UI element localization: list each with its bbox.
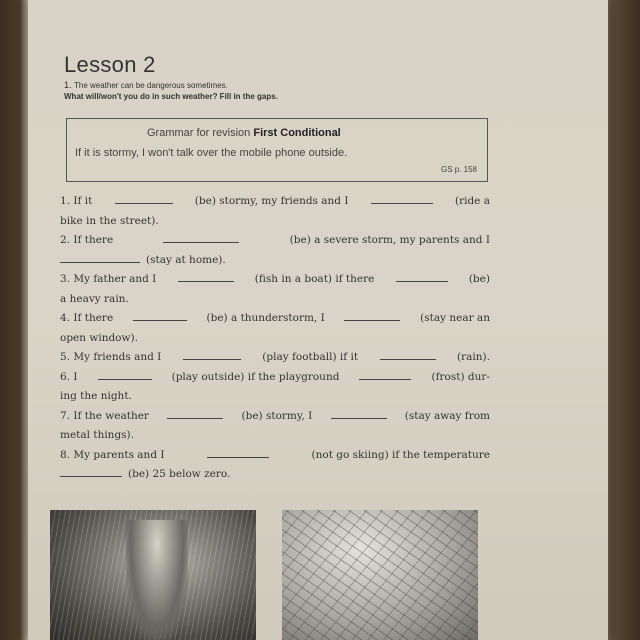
exercise-line: 6. I (play outside) if the playground (frost) dur- [60,368,490,388]
answer-blank[interactable] [207,446,269,458]
answer-blank[interactable] [115,192,173,204]
answer-blank[interactable] [331,407,387,419]
grammar-example: If it is stormy, I won't talk over the mobile phone outside. [75,147,348,159]
child-in-rain-figure [126,520,188,640]
frost-branches-photo [282,510,478,640]
exercise-line: (stay at home). [60,251,490,271]
answer-blank[interactable] [133,309,187,321]
exercise-line: 7. If the weather (be) stormy, I (stay away from [60,407,490,427]
answer-blank[interactable] [380,348,436,360]
exercise-line: open window). [60,331,138,344]
exercise-line: 8. My parents and I (not go skiing) if the temperature [60,446,490,466]
exercise-line: a heavy rain. [60,292,129,305]
exercise-list [60,192,490,485]
answer-blank[interactable] [344,309,400,321]
task-intro: The weather can be dangerous sometimes. [74,81,228,90]
lesson-title: Lesson 2 [64,52,156,77]
grammar-box [66,118,488,182]
answer-blank[interactable] [178,270,234,282]
grammar-label: Grammar for revision [147,127,251,139]
exercise-line: 1. If it (be) stormy, my friends and I (ride a [60,192,490,212]
exercise-line: (be) 25 below zero. [60,465,490,485]
rain-photo [50,510,256,640]
grammar-reference: GS p. 158 [440,165,477,174]
answer-blank[interactable] [98,368,152,380]
grammar-heading [147,127,341,139]
answer-blank[interactable] [60,465,122,477]
task-number: 1. [64,80,72,90]
answer-blank[interactable] [371,192,433,204]
answer-blank[interactable] [396,270,448,282]
exercise-line: 3. My father and I (fish in a boat) if there (be) [60,270,490,290]
exercise-line: 4. If there (be) a thunderstorm, I (stay near an [60,309,490,329]
answer-blank[interactable] [359,368,411,380]
exercise-line: ing the night. [60,390,132,402]
exercise-line: bike in the street). [60,214,159,227]
answer-blank[interactable] [183,348,241,360]
exercise-line: 5. My friends and I (play football) if it (rain). [60,348,490,368]
answer-blank[interactable] [167,407,223,419]
exercise-line: metal things). [60,429,134,441]
task-instruction: What will/won't you do in such weather? Fill in the gaps. [64,92,278,101]
exercise-line: 2. If there (be) a severe storm, my parents and I [60,231,490,251]
grammar-topic: First Conditional [253,127,341,139]
answer-blank[interactable] [163,231,239,243]
answer-blank[interactable] [60,251,140,263]
